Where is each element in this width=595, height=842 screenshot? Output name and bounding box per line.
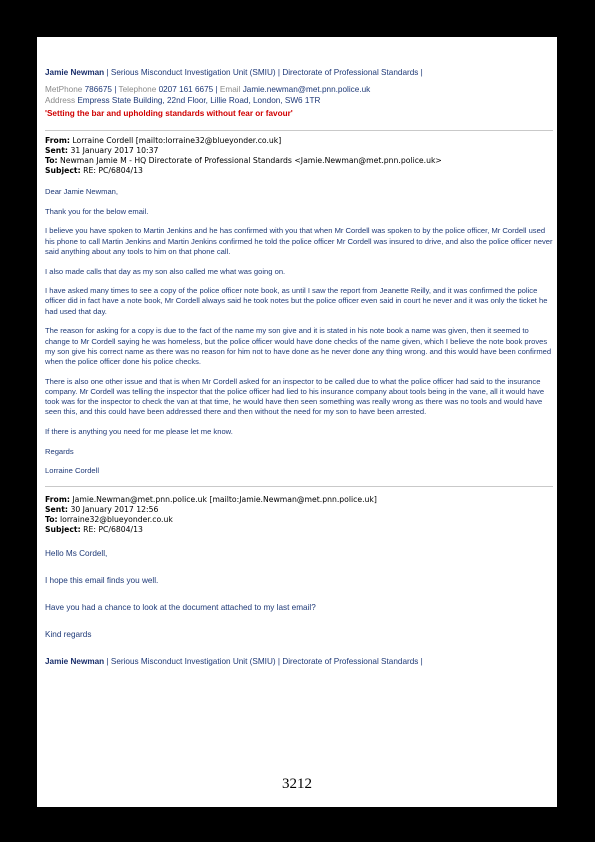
email-subject: RE: PC/6804/13: [83, 166, 143, 175]
email-paragraph: Dear Jamie Newman,: [45, 187, 119, 196]
email-body: [45, 187, 553, 477]
email-paragraph: I believe you have spoken to Martin Jenkins and he has confirmed with you that when Mr Cordell was spoken to by the police officer, Mr Cordell used his phone to call Martin Jenkins and Martin Jenkins confirmed he told the police officer Mr Cordell was insured to drive, and also the police officer never said anything about any tools to him on that phone call.: [45, 226, 553, 256]
email-paragraph: I have asked many times to see a copy of the police officer note book, as until I saw the report from Jeanette Reilly, and it was confirmed the police officer did in fact have a note book, Mr Cordell always said he took notes but the police officer even said in court he never and it was only the ticket he had used that day.: [45, 286, 548, 316]
email-paragraph: There is also one other issue and that is when Mr Cordell asked for an inspector to be called due to what the police officer had said to the insurance company. Mr Cordell was telling the inspector that the police officer had lied to his insurance company about tools being in the vane, all it would have took was for the inspector to check the van at that time, he would have then seen something was really wrong as there was no tools and would have seen this, and this could have been addressed there and then without the need for my son to have been arrested.: [45, 376, 545, 417]
signature-address: Empress State Building, 22nd Floor, Lillie Road, London, SW6 1TR: [77, 96, 321, 105]
signature-directorate: Directorate of Professional Standards: [282, 68, 419, 77]
signature-email: Jamie.newman@met.pnn.police.uk: [242, 85, 371, 94]
document-page: [37, 37, 557, 807]
signature-motto: 'Setting the bar and upholding standards without fear or favour': [45, 109, 293, 118]
metphone-number: 786675: [84, 85, 112, 94]
email-body: [45, 548, 553, 640]
email-from: Lorraine Cordell [mailto:lorraine32@blueyonder.co.uk]: [72, 136, 282, 145]
email-paragraph: Have you had a chance to look at the document attached to my last email?: [45, 602, 316, 612]
email-from: Jamie.Newman@met.pnn.police.uk [mailto:Jamie.Newman@met.pnn.police.uk]: [72, 494, 377, 504]
signature-directorate: Directorate of Professional Standards: [282, 656, 419, 666]
email-subject: RE: PC/6804/13: [83, 524, 143, 534]
signature-unit: Serious Misconduct Investigation Unit (SMIU): [110, 656, 276, 666]
email-header: From: Jamie.Newman@met.pnn.police.uk [mailto:Jamie.Newman@met.pnn.police.uk] Sent: 30 January 2017 12:56 To: lorraine32@blueyonder.co.uk Subject: RE: PC/6804/13: [45, 494, 377, 534]
signature-name: Jamie Newman: [45, 68, 105, 77]
telephone-number: 0207 161 6675: [158, 85, 214, 94]
divider: [45, 130, 553, 131]
email-to: lorraine32@blueyonder.co.uk: [60, 514, 173, 524]
email-paragraph: If there is anything you need for me please let me know.: [45, 426, 233, 436]
email-signoff-name: Lorraine Cordell: [45, 466, 100, 476]
signature-name: Jamie Newman: [45, 656, 105, 666]
email-sent: 31 January 2017 10:37: [70, 146, 159, 155]
email-paragraph: Kind regards: [45, 629, 92, 639]
email-header: From: Lorraine Cordell [mailto:lorraine32@blueyonder.co.uk] Sent: 31 January 2017 10:37 To: Newman Jamie M - HQ Directorate of Professional Standards <Jamie.Newman@met.pnn.police.uk> Subject: RE: PC/6804/13: [45, 136, 442, 175]
email-paragraph: I hope this email finds you well.: [45, 575, 159, 585]
email-paragraph: Thank you for the below email.: [45, 206, 149, 216]
email-to: Newman Jamie M - HQ Directorate of Professional Standards <Jamie.Newman@met.pnn.police.uk>: [60, 156, 442, 165]
email-paragraph: Regards: [45, 446, 74, 456]
signature-line: Jamie Newman | Serious Misconduct Investigation Unit (SMIU) | Directorate of Professional Standards |: [45, 68, 423, 77]
page-number: 3212: [282, 776, 312, 792]
email-sent: 30 January 2017 12:56: [70, 504, 159, 514]
signature-line: Jamie Newman | Serious Misconduct Investigation Unit (SMIU) | Directorate of Professional Standards |: [45, 656, 423, 666]
signature-unit: Serious Misconduct Investigation Unit (SMIU): [110, 68, 276, 77]
email-paragraph: Hello Ms Cordell,: [45, 548, 108, 558]
email-thread: [45, 67, 553, 667]
signature-contact: MetPhone 786675 | Telephone 0207 161 6675 | Email Jamie.newman@met.pnn.police.uk Address Empress State Building, 22nd Floor, Lillie Road, London, SW6 1TR: [45, 85, 371, 105]
divider: [45, 486, 553, 487]
email-paragraph: I also made calls that day as my son also called me what was going on.: [45, 266, 286, 276]
email-paragraph: The reason for asking for a copy is due to the fact of the name my son give and it is stated in his note book a name was given, then it seemed to change to Mr Cordell saying he was homeless, but the police officer would have done checks of the name given, which I believe the note book proves my son give his correct name as there was no reason for him not to have done as he never done any thing wrong. and this would have been confirmed when the police officer done his police checks.: [45, 326, 552, 366]
